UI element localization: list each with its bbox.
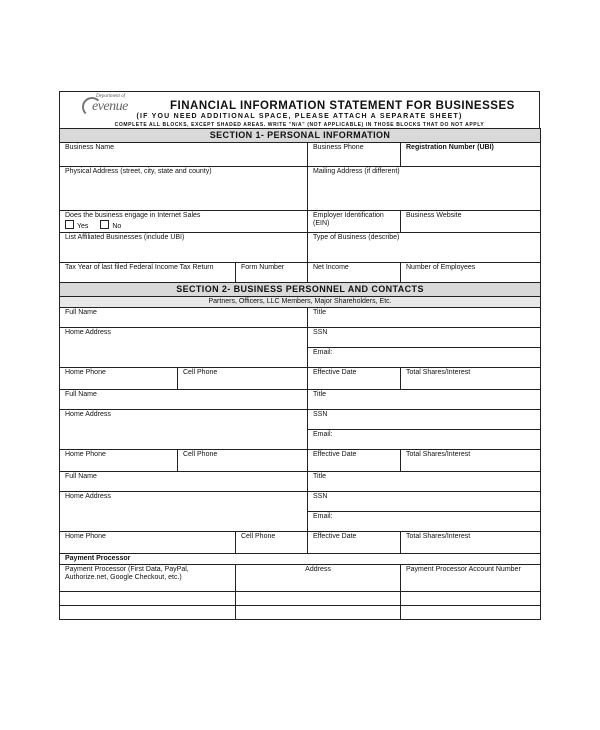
processor-blank-cell[interactable] [60, 606, 236, 620]
home-address-field[interactable]: Home Address [60, 410, 308, 450]
processor-blank-cell[interactable] [401, 592, 541, 606]
mailing-address-field[interactable]: Mailing Address (if different) [308, 167, 541, 211]
section-2-subheader: Partners, Officers, LLC Members, Major Shareholders, Etc. [60, 297, 541, 308]
ssn-field[interactable]: SSN [308, 410, 541, 430]
affiliated-businesses-field[interactable]: List Affiliated Businesses (include UBI) [60, 233, 308, 263]
logo-big-text: evenue [92, 99, 128, 114]
business-name-field[interactable]: Business Name [60, 143, 308, 167]
internet-sales-field [60, 211, 308, 233]
form-number-field[interactable]: Form Number [236, 263, 308, 283]
internet-sales-options [65, 220, 302, 231]
form-title: FINANCIAL INFORMATION STATEMENT FOR BUSINESSES [170, 100, 515, 112]
section-1-header: SECTION 1- PERSONAL INFORMATION [60, 129, 541, 143]
net-income-field[interactable]: Net Income [308, 263, 401, 283]
processor-blank-cell[interactable] [236, 592, 401, 606]
payment-processor-heading: Payment Processor [60, 554, 541, 565]
financial-statement-form [59, 91, 540, 620]
no-label: No [112, 223, 122, 230]
form-header [59, 91, 540, 128]
processor-blank-cell[interactable] [401, 606, 541, 620]
email-field[interactable]: Email: [308, 512, 541, 532]
payment-processor-field[interactable]: Payment Processor (First Data, PayPal, Authorize.net, Google Checkout, etc.) [60, 565, 236, 592]
ein-field[interactable]: Employer Identification (EIN) [308, 211, 401, 233]
total-shares-field[interactable]: Total Shares/Interest [401, 532, 541, 554]
processor-blank-cell[interactable] [60, 592, 236, 606]
yes-option[interactable] [65, 223, 88, 230]
home-address-field[interactable]: Home Address [60, 328, 308, 368]
effective-date-field[interactable]: Effective Date [308, 532, 401, 554]
physical-address-field[interactable]: Physical Address (street, city, state and county) [60, 167, 308, 211]
business-phone-field[interactable]: Business Phone [308, 143, 401, 167]
tax-year-field[interactable]: Tax Year of last filed Federal Income Tax Return [60, 263, 236, 283]
title-field[interactable]: Title [308, 390, 541, 410]
form-grid [59, 128, 541, 620]
full-name-field[interactable]: Full Name [60, 472, 308, 492]
processor-account-field[interactable]: Payment Processor Account Number [401, 565, 541, 592]
effective-date-field[interactable]: Effective Date [308, 450, 401, 472]
employees-field[interactable]: Number of Employees [401, 263, 541, 283]
full-name-field[interactable]: Full Name [60, 390, 308, 410]
home-phone-field[interactable]: Home Phone [60, 450, 178, 472]
processor-blank-cell[interactable] [236, 606, 401, 620]
email-field[interactable]: Email: [308, 430, 541, 450]
section-2-header: SECTION 2- BUSINESS PERSONNEL AND CONTACTS [60, 283, 541, 297]
ssn-field[interactable]: SSN [308, 492, 541, 512]
logo-small-text: Department of [96, 94, 126, 99]
yes-checkbox[interactable] [65, 220, 74, 229]
home-phone-field[interactable]: Home Phone [60, 532, 236, 554]
business-website-field[interactable]: Business Website [401, 211, 541, 233]
registration-number-field[interactable]: Registration Number (UBI) [401, 143, 541, 167]
full-name-field[interactable]: Full Name [60, 308, 308, 328]
title-field[interactable]: Title [308, 308, 541, 328]
form-subtitle: (IF YOU NEED ADDITIONAL SPACE, PLEASE ATTACH A SEPARATE SHEET) [136, 113, 463, 120]
total-shares-field[interactable]: Total Shares/Interest [401, 368, 541, 390]
cell-phone-field[interactable]: Cell Phone [178, 450, 308, 472]
cell-phone-field[interactable]: Cell Phone [178, 368, 308, 390]
home-phone-field[interactable]: Home Phone [60, 368, 178, 390]
no-option[interactable] [100, 223, 121, 230]
internet-sales-label: Does the business engage in Internet Sales [65, 212, 201, 219]
home-address-field[interactable]: Home Address [60, 492, 308, 532]
no-checkbox[interactable] [100, 220, 109, 229]
yes-label: Yes [77, 223, 89, 230]
total-shares-field[interactable]: Total Shares/Interest [401, 450, 541, 472]
effective-date-field[interactable]: Effective Date [308, 368, 401, 390]
processor-address-field[interactable]: Address [236, 565, 401, 592]
business-type-field[interactable]: Type of Business (describe) [308, 233, 541, 263]
title-field[interactable]: Title [308, 472, 541, 492]
form-instructions: COMPLETE ALL BLOCKS, EXCEPT SHADED AREAS. WRITE "N/A" (NOT APPLICABLE) IN THOSE BLOCKS THAT DO NOT APPLY [114, 122, 485, 128]
cell-phone-field[interactable]: Cell Phone [236, 532, 308, 554]
ssn-field[interactable]: SSN [308, 328, 541, 348]
email-field[interactable]: Email: [308, 348, 541, 368]
